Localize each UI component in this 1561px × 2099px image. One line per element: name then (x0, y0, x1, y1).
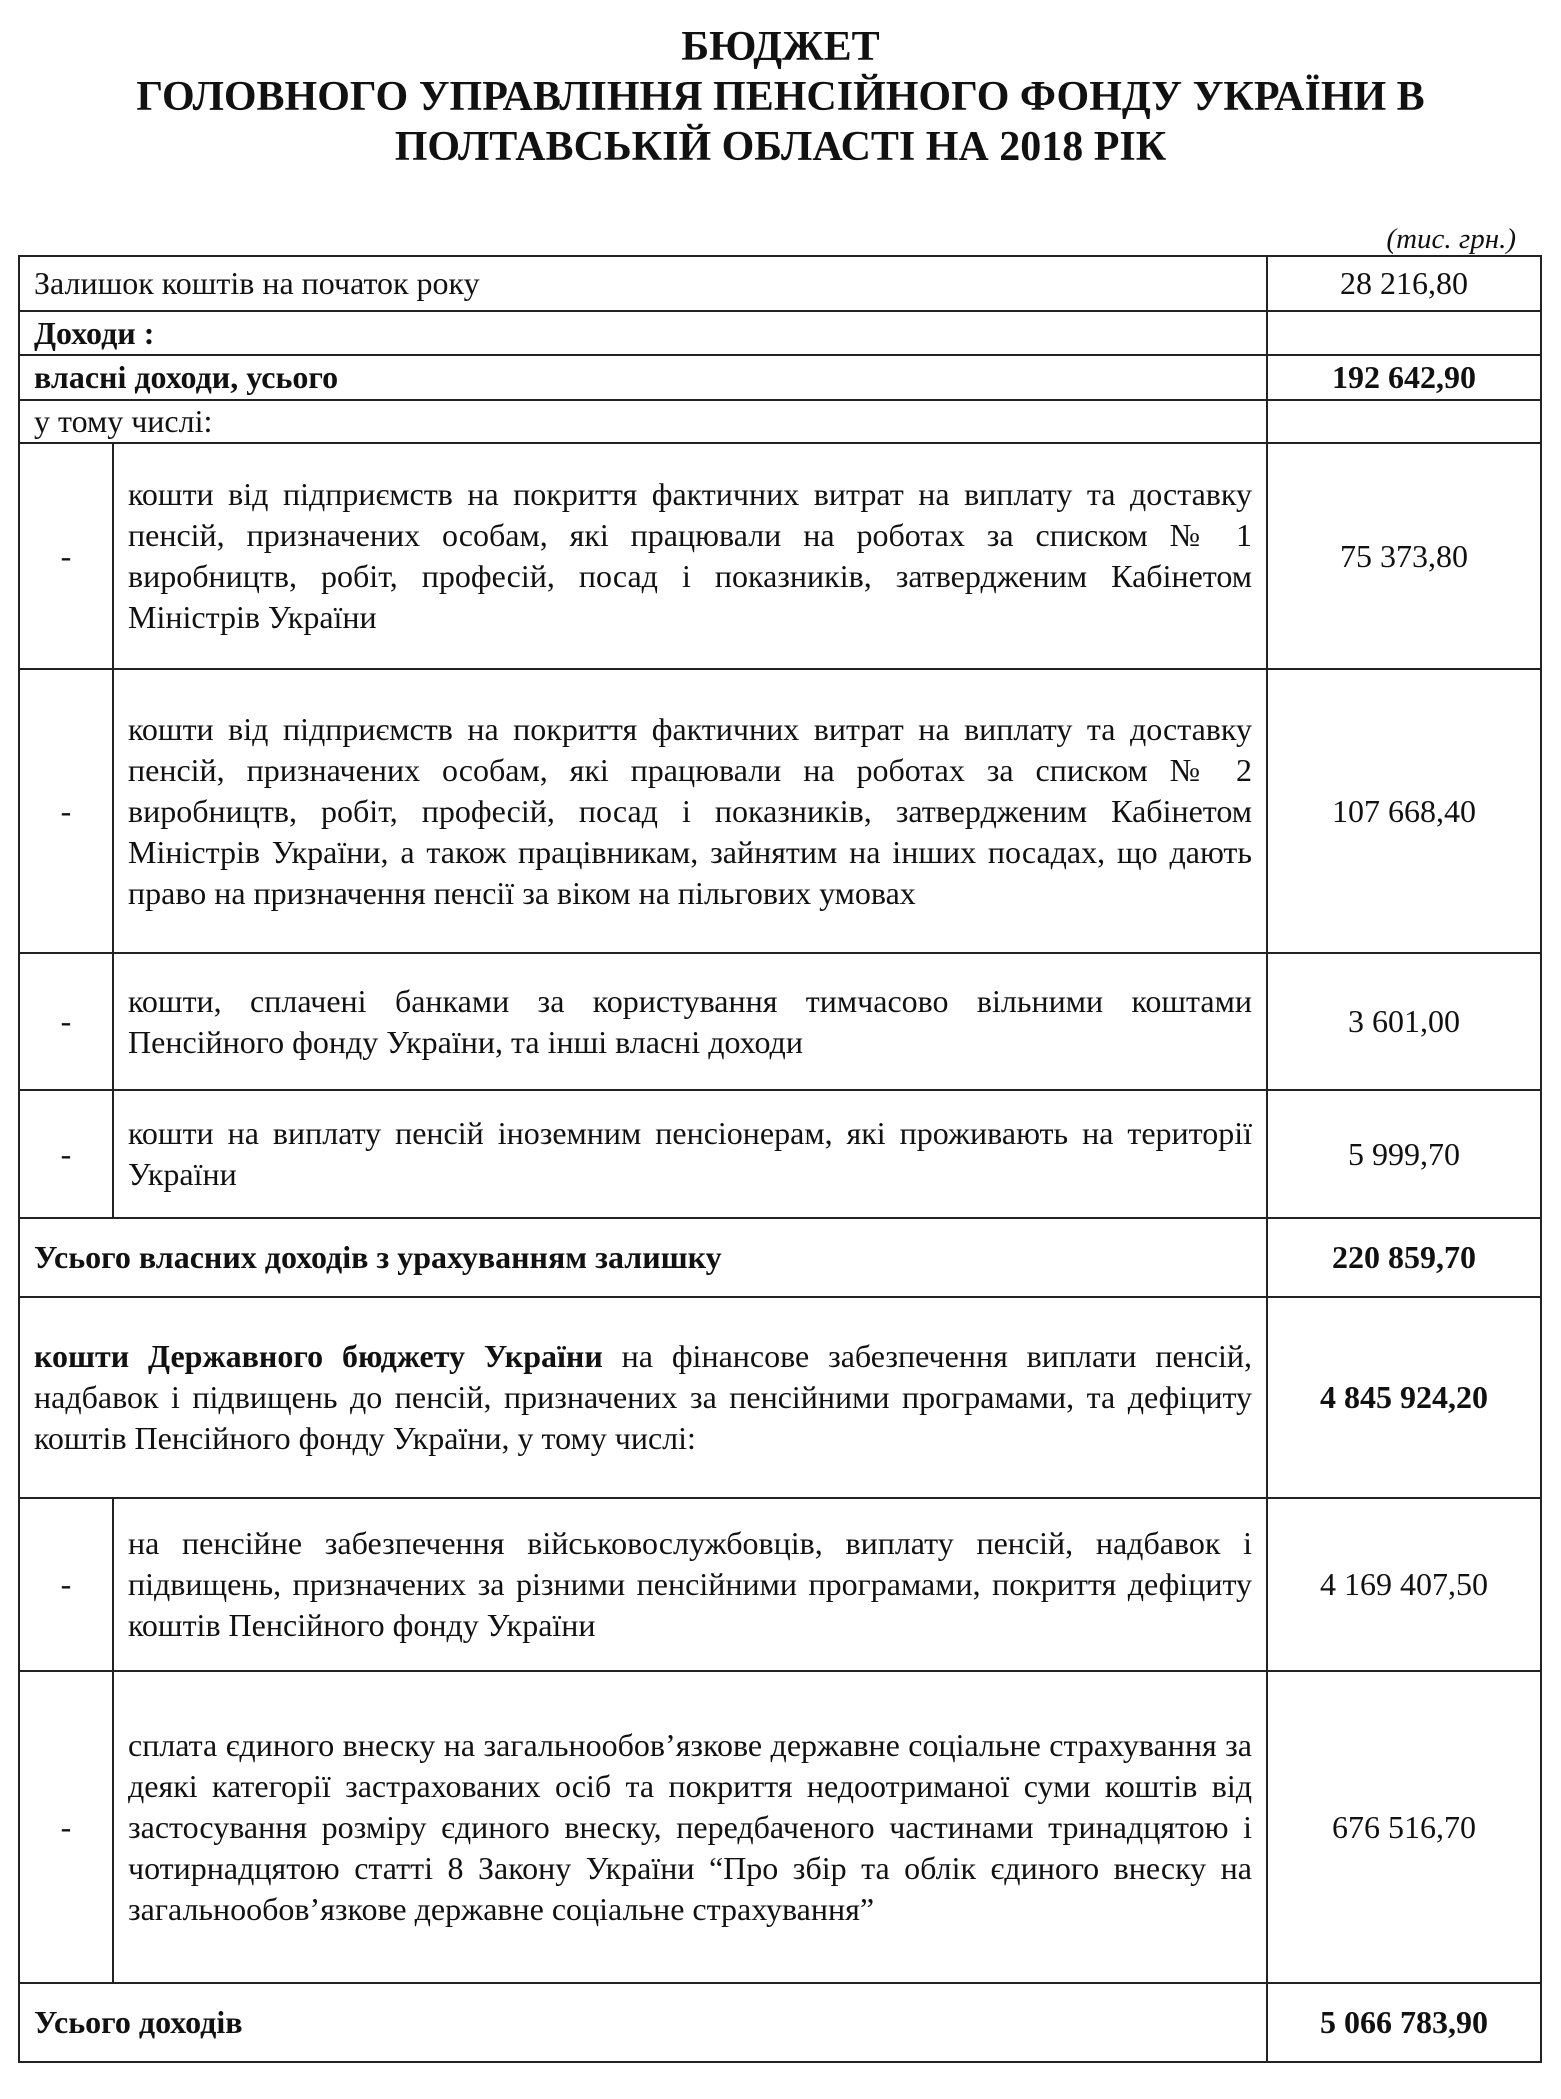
balance-value: 28 216,80 (1267, 256, 1541, 311)
table-row (19, 355, 1541, 400)
item-marker: - (20, 444, 114, 668)
total-income-label: Усього доходів (19, 1983, 1267, 2062)
table-row (19, 669, 1541, 953)
including-label: у тому числі: (19, 400, 1267, 443)
table-row (19, 1218, 1541, 1297)
state-budget-label-bold: кошти Державного бюджету України (34, 1338, 603, 1374)
item-2-label: кошти від підприємств на покриття фактичних витрат на виплату та доставку пенсій, призначених особам, які працювали на роботах за списком № 2 виробництв, робіт, професій, посад і показників, затвердженим Кабінетом Міністрів України, а також працівникам, зайнятим на інших посадах, що дають право на призначення пенсії за віком на пільгових умовах (128, 710, 1252, 911)
table-row (19, 1297, 1541, 1498)
item-4-value: 5 999,70 (1267, 1090, 1541, 1218)
state-budget-label-rest: на фінансове забезпечення виплати пенсій, надбавок і підвищень до пенсій, призначених за пенсійними програмами, та дефіциту коштів Пенсійного фонду України, у тому числі: (34, 1338, 1253, 1456)
state-budget-label (19, 1297, 1267, 1498)
total-own-label: Усього власних доходів з урахуванням залишку (19, 1218, 1267, 1297)
table-row (19, 400, 1541, 443)
including-value (1267, 400, 1541, 443)
total-own-value: 220 859,70 (1267, 1218, 1541, 1297)
table-row (19, 1090, 1541, 1218)
table-row (19, 1498, 1541, 1671)
item-2-value: 107 668,40 (1267, 669, 1541, 953)
item-marker: - (20, 1499, 114, 1670)
item-3-value: 3 601,00 (1267, 953, 1541, 1090)
title-line-3: ПОЛТАВСЬКІЙ ОБЛАСТІ НА 2018 РІК (394, 124, 1167, 170)
title-line-2: ГОЛОВНОГО УПРАВЛІННЯ ПЕНСІЙНОГО ФОНДУ УКРАЇНИ В (136, 74, 1425, 120)
units-note: (тис. грн.) (1386, 223, 1516, 255)
item-6-value: 676 516,70 (1267, 1671, 1541, 1983)
own-income-value: 192 642,90 (1267, 355, 1541, 400)
item-marker: - (20, 670, 114, 952)
item-4-label: кошти на виплату пенсій іноземним пенсіонерам, які проживають на території України (128, 1115, 1252, 1192)
table-row (19, 443, 1541, 669)
table-row (19, 256, 1541, 311)
item-1-value: 75 373,80 (1267, 443, 1541, 669)
title-line-1: БЮДЖЕТ (681, 24, 880, 70)
table-row (19, 1671, 1541, 1983)
total-income-value: 5 066 783,90 (1267, 1983, 1541, 2062)
budget-table (18, 255, 1542, 2063)
table-row (19, 953, 1541, 1090)
income-header-value (1267, 311, 1541, 355)
item-1-label: кошти від підприємств на покриття фактичних витрат на виплату та доставку пенсій, призначених особам, які працювали на роботах за списком № 1 виробництв, робіт, професій, посад і показників, затвердженим Кабінетом Міністрів України (128, 476, 1252, 635)
document-title (0, 22, 1561, 172)
item-marker: - (20, 1672, 114, 1982)
table-row (19, 311, 1541, 355)
item-marker: - (20, 954, 114, 1089)
item-3-label: кошти, сплачені банками за користування тимчасово вільними коштами Пенсійного фонду України, та інші власні доходи (128, 982, 1252, 1060)
own-income-label: власні доходи, усього (19, 355, 1267, 400)
item-6-label: сплата єдиного внеску на загальнообов’язкове державне соціальне страхування за деякі категорії застрахованих осіб та покриття недоотриманої суми коштів від застосування розміру єдиного внеску, передбаченого частинами тринадцятою і чотирнадцятою статті 8 Закону України “Про збір та облік єдиного внеску на загальнообов’язкове державне соціальне страхування” (128, 1726, 1252, 1927)
table-row (19, 1983, 1541, 2062)
balance-label: Залишок коштів на початок року (19, 256, 1267, 311)
item-5-value: 4 169 407,50 (1267, 1498, 1541, 1671)
item-marker: - (20, 1091, 114, 1217)
state-budget-value: 4 845 924,20 (1267, 1297, 1541, 1498)
income-header-label: Доходи : (19, 311, 1267, 355)
item-5-label: на пенсійне забезпечення військовослужбовців, виплату пенсій, надбавок і підвищень, призначених за різними пенсійними програмами, покриття дефіциту коштів Пенсійного фонду України (128, 1525, 1252, 1643)
